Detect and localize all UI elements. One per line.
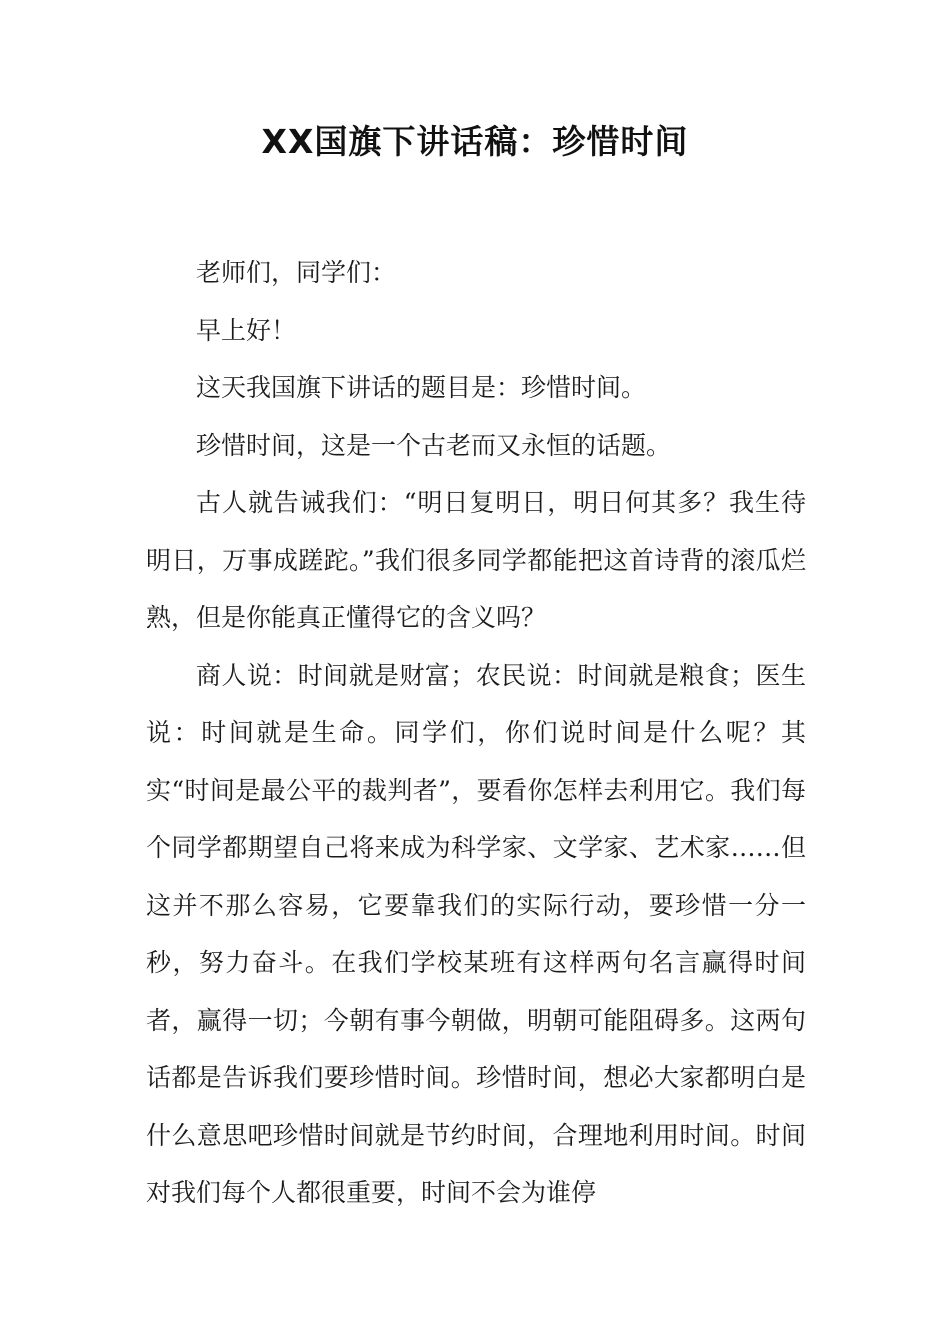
paragraph-greeting: 老师们，同学们： (196, 258, 397, 287)
paragraph-poem: 古人就告诫我们：“明日复明日，明日何其多？我生待明日，万事成蹉跎。”我们很多同学都能把这首诗背的滚瓜烂熟，但是你能真正懂得它的含义吗？ (146, 488, 806, 632)
paragraph-intro: 珍惜时间，这是一个古老而又永恒的话题。 (196, 430, 672, 460)
paragraph-good-morning: 早上好！ (196, 315, 297, 345)
paragraph-main: 商人说：时间就是财富；农民说：时间就是粮食；医生说：时间就是生命。同学们，你们说时间是什么呢？其实“时间是最公平的裁判者”，要看你怎样去利用它。我们每个同学都期望自己将来成为科学家、文学家、艺术家……但这并不那么容易，它要靠我们的实际行动，要珍惜一分一秒，努力奋斗。在我们学校某班有这样两句名言赢得时间者，赢得一切；今朝有事今朝做，明朝可能阻碍多。这两句话都是告诉我们要珍惜时间。珍惜时间，想必大家都明白是什么意思吧珍惜时间就是节约时间，合理地利用时间。时间对我们每个人都很重要，时间不会为谁停 (146, 660, 806, 1207)
document-body (146, 244, 806, 1222)
paragraph-topic: 这天我国旗下讲话的题目是：珍惜时间。 (196, 373, 647, 402)
document-title: XX国旗下讲话稿：珍惜时间 (261, 122, 689, 161)
